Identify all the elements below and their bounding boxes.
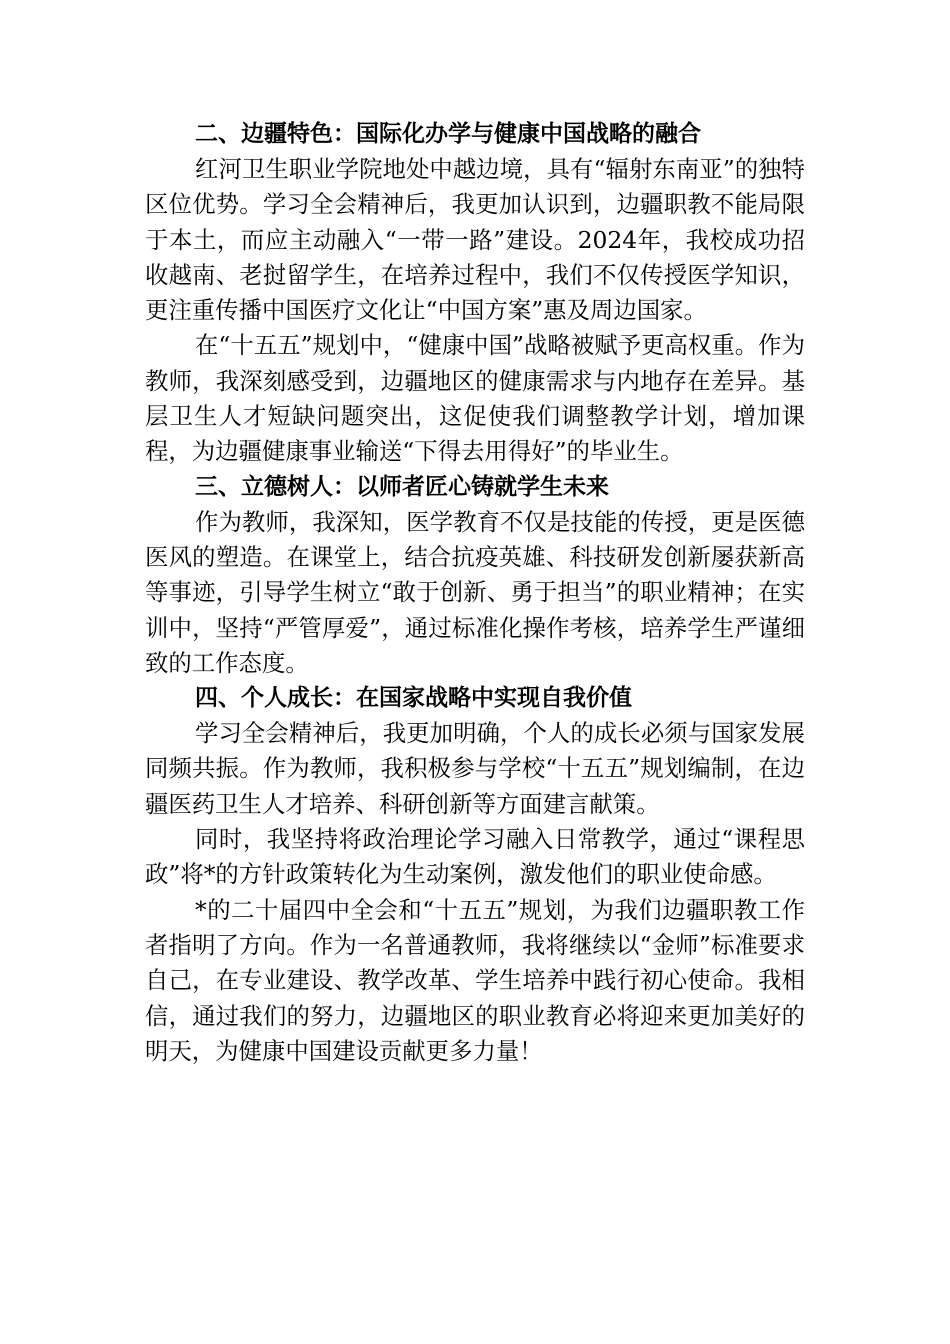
- section-heading: 二、边疆特色：国际化办学与健康中国战略的融合: [195, 121, 701, 147]
- paragraph: *的二十届四中全会和“十五五”规划，为我们边疆职教工作者指明了方向。作为一名普通教师，我将继续以“金师”标准要求自己，在专业建设、教学改革、学生培养中践行初心使命。我相信，通过我们的努力，边疆地区的职业教育必将迎来更加美好的明天，为健康中国建设贡献更多力量！: [145, 895, 805, 1065]
- section-heading: 四、个人成长：在国家战略中实现自我价值: [195, 685, 632, 712]
- section-heading: 三、立德树人：以师者匠心铸就学生未来: [195, 473, 609, 500]
- document-page: [145, 117, 805, 1069]
- paragraph: 在“十五五”规划中，“健康中国”战略被赋予更高权重。作为教师，我深刻感受到，边疆地区的健康需求与内地存在差异。基层卫生人才短缺问题突出，这促使我们调整教学计划，增加课程，为边疆健康事业输送“下得去用得好”的毕业生。: [145, 331, 805, 466]
- section-personal-growth: [145, 681, 805, 1069]
- paragraph: 作为教师，我深知，医学教育不仅是技能的传授，更是医德医风的塑造。在课堂上，结合抗疫英雄、科技研发创新屡获新高等事迹，引导学生树立“敢于创新、勇于担当”的职业精神；在实训中，坚持“严管厚爱”，通过标准化操作考核，培养学生严谨细致的工作态度。: [145, 507, 805, 677]
- paragraph: 红河卫生职业学院地处中越边境，具有“辐射东南亚”的独特区位优势。学习全会精神后，我更加认识到，边疆职教不能局限于本土，而应主动融入“一带一路”建设。2024年，我校成功招收越南、老挝留学生，在培养过程中，我们不仅传授医学知识，更注重传播中国医疗文化让“中国方案”惠及周边国家。: [145, 155, 805, 325]
- section-moral-education: [145, 470, 805, 681]
- paragraph: 学习全会精神后，我更加明确，个人的成长必须与国家发展同频共振。作为教师，我积极参与学校“十五五”规划编制，在边疆医药卫生人才培养、科研创新等方面建言献策。: [145, 719, 805, 818]
- paragraph: 同时，我坚持将政治理论学习融入日常教学，通过“课程思政”将*的方针政策转化为生动案例，激发他们的职业使命感。: [145, 825, 805, 889]
- section-border-features: [145, 117, 805, 470]
